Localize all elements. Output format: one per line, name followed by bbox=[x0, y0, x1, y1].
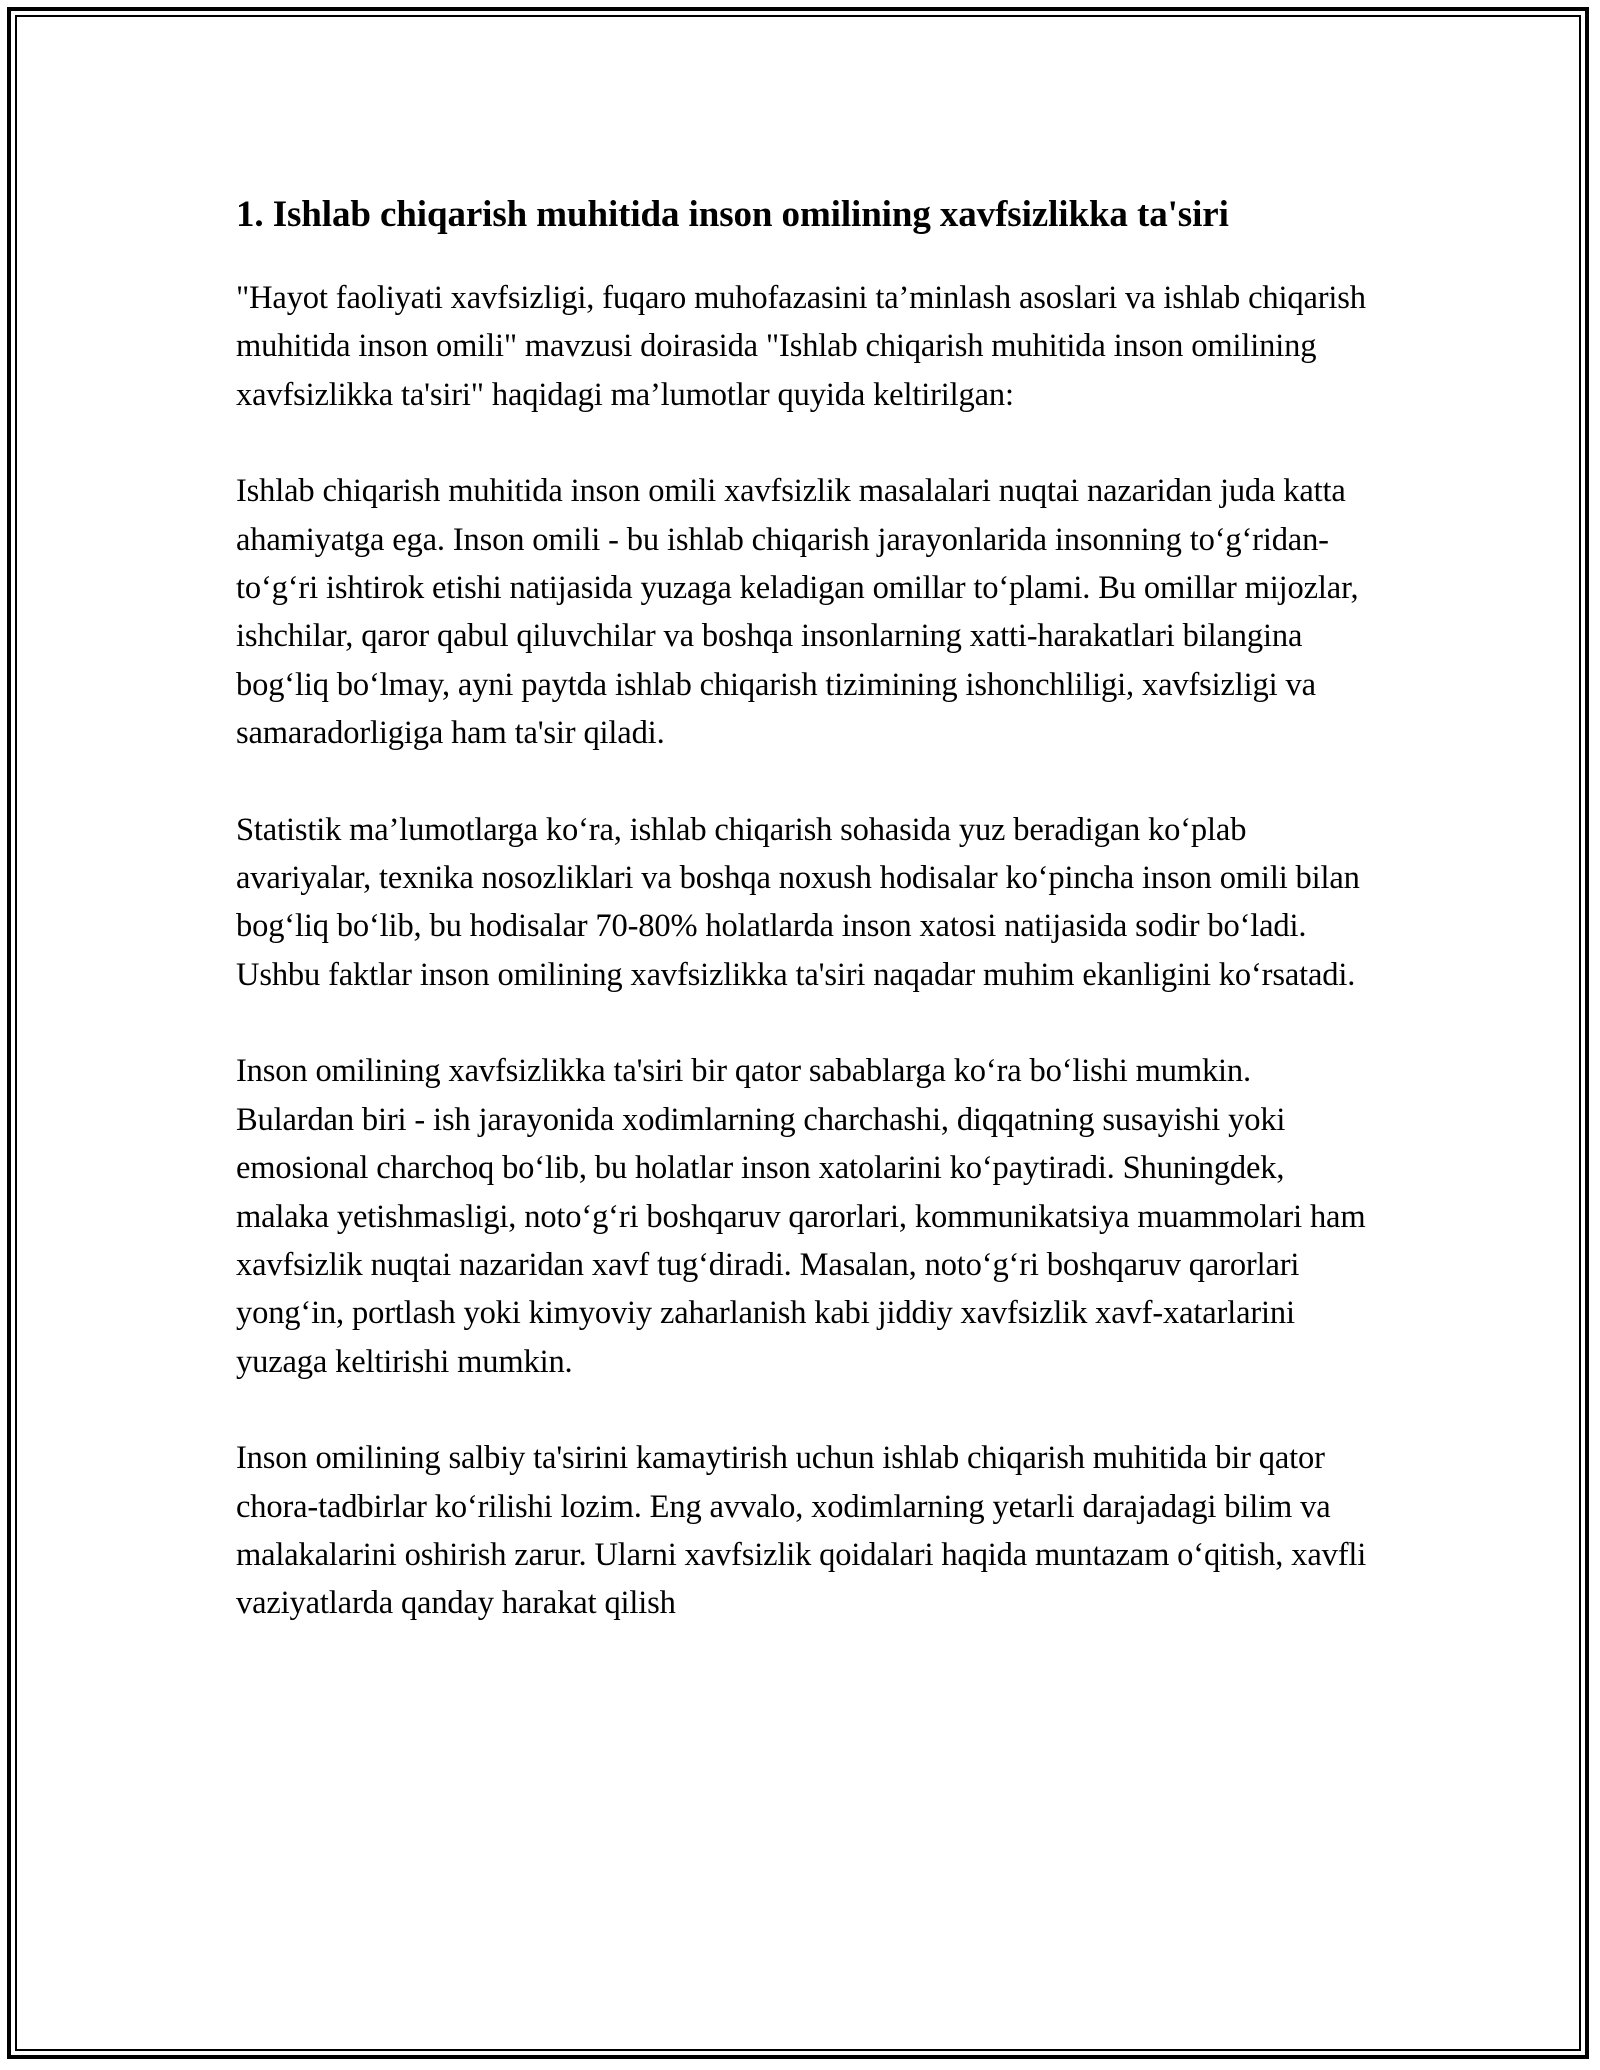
paragraph-human-factor-definition: Ishlab chiqarish muhitida inson omili xavfsizlik masalalari nuqtai nazaridan juda katta ahamiyatga ega. Inson omili - bu ishlab chiqarish jarayonlarida insonning to‘g‘ridan-to‘g‘ri ishtirok etishi natijasida yuzaga keladigan omillar to‘plami. Bu omillar mijozlar, ishchilar, qaror qabul qiluvchilar va boshqa insonlarning xatti-harakatlari bilangina bog‘liq bo‘lmay, ayni paytda ishlab chiqarish tizimining ishonchliligi, xavfsizligi va samaradorligiga ham ta'sir qiladi. bbox=[236, 473, 1359, 752]
paragraph-intro: "Hayot faoliyati xavfsizligi, fuqaro muhofazasini ta’minlash asoslari va ishlab chiqarish muhitida inson omili" mavzusi doirasida "Ishlab chiqarish muhitida inson omilining xavfsizlikka ta'siri" haqidagi ma’lumotlar quyida keltirilgan: bbox=[236, 280, 1366, 413]
document-body bbox=[236, 188, 1376, 1676]
paragraph-statistics: Statistik ma’lumotlarga ko‘ra, ishlab chiqarish sohasida yuz beradigan ko‘plab avariyalar, texnika nosozliklari va boshqa noxush hodisalar ko‘pincha inson omili bilan bog‘liq bo‘lib, bu hodisalar 70-80% holatlarda inson xatosi natijasida sodir bo‘ladi. Ushbu faktlar inson omilining xavfsizlikka ta'siri naqadar muhim ekanligini ko‘rsatadi. bbox=[236, 811, 1360, 993]
paragraph-causes: Inson omilining xavfsizlikka ta'siri bir qator sabablarga ko‘ra bo‘lishi mumkin. Bulardan biri - ish jarayonida xodimlarning charchashi, diqqatning susayishi yoki emosional charchoq bo‘lib, bu holatlar inson xatolarini ko‘paytiradi. Shuningdek, malaka yetishmasligi, noto‘g‘ri boshqaruv qarorlari, kommunikatsiya muammolari ham xavfsizlik nuqtai nazaridan xavf tug‘diradi. Masalan, noto‘g‘ri boshqaruv qarorlari yong‘in, portlash yoki kimyoviy zaharlanish kabi jiddiy xavfsizlik xavf-xatarlarini yuzaga keltirishi mumkin. bbox=[236, 1053, 1366, 1380]
paragraph-measures: Inson omilining salbiy ta'sirini kamaytirish uchun ishlab chiqarish muhitida bir qator chora-tadbirlar ko‘rilishi lozim. Eng avvalo, xodimlarning yetarli darajadagi bilim va malakalarini oshirish zarur. Ularni xavfsizlik qoidalari haqida muntazam o‘qitish, xavfli vaziyatlarda qanday harakat qilish bbox=[236, 1440, 1367, 1622]
document-title: 1. Ishlab chiqarish muhitida inson omilining xavfsizlikka ta'siri bbox=[236, 194, 1229, 235]
